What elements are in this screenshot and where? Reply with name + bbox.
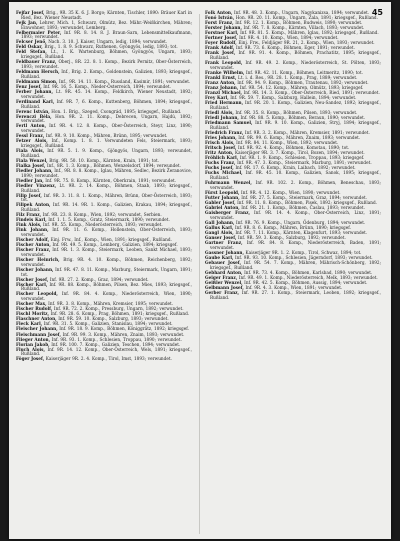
entry-details: Inf. 9R. 7. 11. Komp., Kärnten, Klagenfurt, 1893; verwundet. <box>235 229 368 235</box>
entry-name: Fröhlich Karl, <box>205 155 239 161</box>
entry-details: Inf. 9R. 99. 6. Komp., Mähren, Znaim, 1893; verwundet. <box>238 134 361 140</box>
entry-details: Lt., 1. K. Wartenburg, Böhmen, Gyöngyös, Ungarn, 1893; kriegsgef., Rußland. <box>21 49 192 60</box>
entry-name: Feld Oskar, <box>16 44 43 50</box>
entry-details: Inf. 9R. 14. 3. Komp., Ober-Österreich, Ried, 1891; verwundet. <box>243 90 380 96</box>
entry-name: Fertl Anton, <box>16 123 47 129</box>
right-column <box>205 11 381 301</box>
entry-details: Inf. 9R. 23. 8. Komp., Wien, 1892; verwundet, Serbien. <box>42 212 162 218</box>
entry-name: Fischl Moritz, <box>16 311 50 317</box>
entry-name: Frank Leopold, <box>205 60 243 66</box>
entry-details: Lehrer, Mich. 1, Schwarz, Olmütz, Bez. Mähr.-Weißkirchen, Mähren; Einwohner, 1893; verwundet, Lemberg. <box>21 19 193 30</box>
entry-details: Inf. 9R. 9. 10. Komp., Mähren, Brünn, 1895; verwundet. <box>45 133 168 139</box>
entry-details: Hon. 9R. 2. 11. Komp., Debrecen, Ungarn, Hajdú, 1892; verwundet. <box>21 113 192 124</box>
entry-name: Feldmann Simon, <box>16 78 58 84</box>
entry-name: Fink Alois, <box>16 222 42 228</box>
entry-details: Brig. 9R. 4. 10. Komp., Böhmen, Reichenberg, 1892; verwundet. <box>21 257 192 267</box>
entry-name: Filip Josef, <box>16 192 42 198</box>
entry-details: Inf. 9R. 11. 8. Komp., Böhmen, Pisek, 1892; kriegsgef., Rußland. <box>237 200 378 205</box>
entry-name: Feldbauer Franz, <box>16 59 57 65</box>
entry-name: Fiedler Johann, <box>16 167 53 173</box>
entry-details: Inf. 9R. 49. 5. Komp., Lemberg, Galizien, 1894; kriegsgef. <box>52 242 178 248</box>
entry-name: Fiedler Vinzenz, <box>16 182 57 188</box>
entry-name: Flieger Anton, <box>16 336 51 342</box>
entry-name: Frankl Ernst, <box>205 75 237 81</box>
entry-details: Inf. 9R. 27. 5. Komp., Steiermark, Graz, 1894; verwundet. <box>241 194 368 200</box>
entry-details: Inf. 9R. 45. 10. Komp., Galizien, Sanok, 1895; kriegsgef., Rußland. <box>210 170 381 181</box>
entry-details: Inf. 9R. 16, 5. Komp., Nieder-Österreich, 1894; verwundet. <box>43 83 171 89</box>
entry-details: Inf. 9R. 49. 2. Komp., Niederösterreich, St. Pölten, 1893; verwundet. <box>210 60 381 70</box>
column-divider <box>199 14 200 534</box>
entry-name: Friedmann Samuel, <box>205 120 253 126</box>
entry-details: Inf. 9R. 100. 7. Komp., Galizien, Teschen, 1894; verwundet. <box>51 341 181 347</box>
entry-details: Inf., 9R. 8. 8. Komp., Iglau, Mähren, Sedlec, Bezirk Žeranovice, 1890; verwundet. <box>21 167 192 178</box>
entry-name: Geiger Franz, <box>205 274 238 280</box>
entry-name: Gartner Franz, <box>205 240 243 246</box>
entry-details: Inf. 9R. 7. 8. Komp., Kärnten, Villach, 1893; verwundet. <box>243 25 365 31</box>
entry-details: Inf. 1. 1. 5. Komp., Gratz, Steiermark, 1890; verwundet. <box>48 217 170 223</box>
entry-details: Inf. 9R. 11. 6. Komp., Hollenstein, Ober-Österreich, 1893; verwundet. <box>21 227 192 238</box>
entry-details: Inf. 9R. 48. 3. Komp., Ungarn, Nagykanizsa, 1894; verwundet. <box>234 10 370 15</box>
entry-name: Gaube Karl, <box>205 254 234 260</box>
entry-details: Inf., 9R. 14. 11. Komp., Russland, Kasimir, 1891; verwundet. <box>59 78 191 84</box>
entry-details: Kaiserjäger 9R. 3. 7. Komp., Tirol, Bozen, 1894; verwundet. <box>235 150 365 156</box>
entry-details: Inf. 9R. 54. 12. Komp., Mähren, Olmütz, 1893; kriegsgef. <box>239 85 364 91</box>
entry-name: Gabriel Anton, <box>205 205 240 211</box>
left-column <box>16 11 192 363</box>
entry-name: Filz Franz, <box>16 212 42 218</box>
entry-name: Felcser Jenő, <box>16 39 47 45</box>
entry-details: Inf. 9R. 28. 6. Komp., Prag, Böhmen, 1891; kriegsgef., Rußland. <box>50 311 190 317</box>
entry-details: Inf. 9R. 91. 4. Komp., Böhmen, Prachatitz, 1895; kriegsgef., Rußland. <box>210 50 381 61</box>
entry-details: Inf. 9R. 35. 8. Komp., Böhmen, Pilsen, 1893; verwundet. <box>235 110 358 116</box>
entry-name: Ferber Johann, <box>16 88 53 94</box>
register-entry <box>205 291 381 301</box>
entry-name: Fink Johann, <box>16 227 49 233</box>
entry-name: Geißler Wenzel, <box>205 279 243 285</box>
entry-name: Feld Stefan, <box>16 49 47 55</box>
entry-name: Gangl Alois, <box>205 229 234 235</box>
entry-name: Ferenczi Béla, <box>16 113 52 119</box>
entry-name: Fessl Franz, <box>16 133 45 139</box>
entry-name: Ganser Josef, <box>205 235 237 241</box>
entry-name: Fialka Josef, <box>16 162 46 168</box>
entry-details: Inf. 9R. 94. 9. Komp., Böhmen, Trautenau, 1892; verwundet. <box>237 80 369 86</box>
entry-details: Brig. 9R. 50. 10. Komp., Kärnten, Krain, 1891; tot. <box>49 157 160 163</box>
entry-details: Kaiserjäger 9R. 2. 4. Komp., Tirol, Imst, 1893; verwundet. <box>45 356 172 362</box>
entry-details: Inf. 9R. 27. 2. Komp., Graz, 1894; verwundet. <box>49 276 149 282</box>
entry-name: Fischer Adolf, <box>16 237 50 243</box>
entry-name: Futter Johann, <box>205 194 240 200</box>
entry-name: Frey Karl, <box>205 95 229 101</box>
register-entry <box>16 357 192 362</box>
entry-details: Inf. 9R. 14. 9R. 1. Komp., Galizien, Krakau, 1894; kriegsgef., Rußland. <box>21 202 193 213</box>
entry-name: Forstner Karl, <box>205 30 239 36</box>
entry-details: Inf., Komp. 1. 8. 1. Verwundeten Fels, Steiermark, 1893; kriegsgef., Rußland. <box>21 138 192 148</box>
entry-details: Inf. 9R. 84. 11. Komp., Wien, 1892; verwundet. <box>236 140 339 146</box>
entry-details: Inf. 9R. 59. 10. Komp., Salzburg, 1893; verwundet. <box>58 316 169 322</box>
entry-details: Inf. 9R. 42. 11. Komp., Böhmen, Leitmeritz, 1890; tot. <box>245 69 364 75</box>
entry-details: Inf. 9R. 81. 5. Komp., Mähren, Iglau, 1892; kriegsgef., Rußland. <box>240 30 379 36</box>
entry-name: Frisch Alois, <box>205 140 235 146</box>
entry-details: Inf. 9R. 4. 3. Komp., Wien, 1891; verwundet. <box>245 284 343 290</box>
entry-details: Inf. 9R. 88. 5. Komp., Böhmen, Beraun, 1890; verwundet. <box>240 115 366 121</box>
entry-details: Inf. 9R. 18. 9. Komp., Böhmen, Königgrätz, 1892; kriegsgef. <box>59 326 190 332</box>
entry-name: Friedl Alois, <box>205 110 234 116</box>
entry-name: Föger Josef, <box>16 356 45 362</box>
entry-details: Inf. 9R. 12. 1. Komp., Böhmen, Budweis, 1890; verwundet. <box>235 20 363 26</box>
entry-details: Inf. 9R. 5. 1. 9. Komp., Gjöngyös, Ungarn, 1893; verwundet, Rußland. <box>21 148 192 158</box>
entry-details: Inf. 9R. 17. 6. Komp., Krain, Laibach, 1892; verwundet. <box>235 165 356 171</box>
entry-name: Fischer Josef, <box>16 276 49 282</box>
entry-name: Gebhard Anton, <box>205 269 243 275</box>
entry-details: Inf. 9R. 75. 8. Komp., Kärnten, Oberkrain, 1891; verwundet. <box>45 177 177 183</box>
entry-details: Inf. 9R. 73. 4. Komp., Böhmen, Karlsbad, 1890; verwundet. <box>244 269 373 275</box>
entry-name: Fiala Alois, <box>16 148 45 154</box>
entry-name: Franz Anton, <box>205 80 236 86</box>
entry-details: Inf. 9R. 31. 5. Komp., Galizien, Stanislau, 1894; verwundet. <box>43 321 173 327</box>
document-page <box>9 2 391 539</box>
entry-name: Fuchs Michael, <box>205 170 243 176</box>
entry-name: Fischer Johann, <box>16 266 54 272</box>
entry-name: Fritz Anton, <box>205 150 234 156</box>
entry-details: Inf. 9R. 3. 11. 8. 1. Komp., Mähren, Brünn, Ober-Österreich, 1893; tot. <box>21 192 192 203</box>
entry-name: Florian Jakob, <box>16 341 50 347</box>
entry-details: Inf. 9R. 4. 10. Komp., Wien, 1894; verwundet. <box>239 35 339 41</box>
entry-details: Inf. 9R. 42. 5. Komp., Böhmen, Aussig, 1894; verwundet. <box>244 279 368 285</box>
entry-details: Inf. 9R. 55. Komp., Niederösterreich, 1893; verwundet. <box>43 222 163 228</box>
entry-details: Inf., Brig. 2. Komp., Goldenstein, Galizien, 1893; kriegsgef., Rußland. <box>21 69 192 79</box>
entry-name: Fonó István, <box>205 15 235 21</box>
page-number: 45 <box>371 8 383 17</box>
entry-details: Inf. 9R. 59. 3. Komp., Salzburg, 1892; verwundet. <box>238 235 346 241</box>
entry-name: Franz Johann, <box>205 85 239 91</box>
entry-details: Inf. 9R. 14. 12. Komp., Ober-Österreich, Wels, 1891; kriegsgef., Rußland. <box>21 346 192 357</box>
entry-name: Franzl Michael, <box>205 90 243 96</box>
entry-name: Gabler Josef, <box>205 200 236 205</box>
entry-name: Fejk Jan, <box>16 19 38 25</box>
entry-name: Fürst Leopold, <box>205 189 240 195</box>
entry-details: Inf. 9R. 73. 6. Komp., Böhmen, Eger, 1891; verwundet. <box>235 45 355 51</box>
entry-name: Fuchs Josef, <box>205 165 234 171</box>
entry-name: Fleischmann Josef, <box>16 331 61 337</box>
entry-name: Findeis Karl, <box>16 217 47 223</box>
entry-name: Fischer Max, <box>16 301 47 307</box>
entry-details: Inf. 9R. 7, 6. Komp., Kuttenberg, Böhmen, 1894; kriegsgef., Rußland. <box>21 98 192 109</box>
entry-name: Folk Anton, <box>205 10 233 15</box>
entry-name: Frank Adolf, <box>205 45 235 51</box>
entry-details: Inf. 9R. 92. 4. Komp., Böhmen, Komotau, 1890; tot. <box>238 145 350 151</box>
entry-details: Inf. 9R. 84. 8. Komp., Niederösterreich, Baden, 1891; verwundet. <box>210 240 381 250</box>
entry-details: Hon. 1. Brig., Szeged, Csongrád, 1895; kriegsgef., Rußland. <box>51 108 182 114</box>
entry-name: Fortner Josef, <box>205 35 238 41</box>
entry-name: Gall Johann, <box>205 219 235 225</box>
entry-details: Inf. 9R. 84. 4. Komp., Niederösterreich, Wien, 1890; verwundet. <box>21 291 192 302</box>
entry-details: Inf. 9R. 8. 6. Komp., Mähren, Brünn, 1890; kriegsgef. <box>234 224 351 230</box>
entry-details: Inf. 9R. 27. 1. Komp., Steiermark, Leoben, 1892; kriegsgef., Rußland. <box>210 289 381 300</box>
entry-details: Inf. 9R. 3. 8. Komp., Mähren, Kremsier, 1895; verwundet. <box>48 301 174 307</box>
entry-name: Fries Johann, <box>205 134 237 140</box>
entry-name: Ferenc István, <box>16 108 50 114</box>
entry-details: Inf. 9R. 4. 12. 8. Komp., Ober-Österreich, Steyr, Linz, 1890; verwundet. <box>21 123 192 134</box>
entry-details: Inf. 9R. 59. 7. Komp., Salzburg, Hallein, 1894; verwundet. <box>230 95 357 101</box>
entry-details: Inf. 9R. 20. 1. Komp., Galizien, Neu-Sandez, 1892; kriegsgef., Rußland. <box>210 100 381 110</box>
entry-name: Forster Johann, <box>205 25 242 31</box>
entry-name: Gassner Johann, <box>205 249 244 255</box>
entry-name: Filipek Anton, <box>16 202 51 208</box>
entry-name: Gallus Karl, <box>205 224 234 230</box>
entry-name: Fenz Josef, <box>16 83 42 89</box>
entry-details: Lt. 9R. 2. 14. Komp., Böhmen, Staab, 1893; kriegsgef., Rußland. <box>21 182 192 193</box>
entry-details: Inf. 9R. 14. 4. Komp., Ober-Österreich, Linz, 1891; verwundet. <box>210 210 381 220</box>
entry-name: Fuhrmann Wenzel, <box>205 180 252 186</box>
entry-name: Gerber Franz, <box>205 289 240 295</box>
entry-name: Flaschner Anton, <box>16 316 57 322</box>
entry-name: Foyer Rudolf, <box>205 40 237 46</box>
entry-details: Lt. i. d. Res., 9R. 28. 1. Komp., Prag, 1889; verwundet. <box>238 75 358 81</box>
entry-details: Einj. Frw., Feldjäger 9R. 21, 2. Komp., Wien, 1893; verwundet. <box>238 40 375 46</box>
entry-details: Inf. 9R. 3. 2. Komp., Mähren, Kremsier, 1891; verwundet. <box>244 129 370 135</box>
entry-details: Inf. 9R. 54. 7. Komp., Mähren, Mährisch-Schönberg, 1892; kriegsgef., Rußland. <box>210 259 381 270</box>
entry-details: Inf. 9R. 4. 12. Komp., Wien, 1890; verwundet. <box>241 189 341 195</box>
entry-name: Fischer Heinrich, <box>16 257 60 262</box>
entry-name: Gebauer Josef, <box>205 259 242 265</box>
entry-name: Franke Wilhelm, <box>205 69 245 75</box>
entry-details: Inf. 9R. 72. 2. Komp., Pressburg, Ungarn, 1892; verwundet. <box>53 306 184 312</box>
entry-name: Friedrich Franz, <box>205 129 244 135</box>
entry-name: Fischer Leopold, <box>16 291 58 297</box>
entry-name: Fischer Karl, <box>16 281 48 287</box>
entry-name: Ferdinand Karl, <box>16 98 55 104</box>
entry-name: Fleischer Johann, <box>16 326 58 332</box>
entry-details: Nach. 3. 10. J. Kaiser, Ungarn, ledig, 1894; verwundet. <box>48 39 168 45</box>
entry-name: Fischer Anton, <box>16 242 51 248</box>
entry-name: Fuchs Franz, <box>205 160 236 166</box>
entry-details: Inf. 9R. 47. 8. 11. Komp., Marburg, Steiermark, Ungarn, 1891; tot. <box>21 266 192 277</box>
entry-details: Inf. 9R. 88. Komp., Böhmen, Pilsen, Bez. Mies, 1893; kriegsgef., Rußland. <box>21 281 192 292</box>
entry-name: Forst Franz, <box>205 20 234 26</box>
entry-details: Inf. 9R. 47. 3. Komp., Steiermark, Marburg, 1891; verwundet. <box>237 160 372 166</box>
entry-details: Inf. 9R. 1. 9. Komp., Schlesien, Troppau, 1893; kriegsgef. <box>239 155 365 161</box>
entry-name: Fleck Karl, <box>16 321 43 327</box>
entry-name: Friedl Johann, <box>205 115 239 121</box>
entry-name: Frank Josef, <box>205 50 236 56</box>
entry-name: Gaisberger Franz, <box>205 210 250 216</box>
entry-name: Feldmann Hersch, <box>16 69 60 75</box>
entry-name: Fried Hermann, <box>205 100 244 106</box>
entry-details: Inf. 9R. 93. 10. Komp., Schlesien, Jägerndorf, 1893; verwundet. <box>234 254 373 260</box>
entry-details: Inf. 9R. 21. 1. Komp., Böhmen, Časlau, 1893; verwundet. <box>241 205 365 211</box>
entry-details: Inf. 9R. 49. 1. Komp., Niederösterreich, Melk, 1893; verwundet. <box>238 274 378 280</box>
entry-details: Lt. 9R. 45. 14. Komp., Feldkirch, Wiener Neustadt, 1892; verwundet. <box>21 88 192 99</box>
entry-details: Inf. 9R. 76. 9. Komp., Ungarn, Ödenburg, 1894; verwundet. <box>236 219 366 225</box>
entry-name: Fischer Franz, <box>16 247 51 253</box>
entry-name: Fiala Wenzel, <box>16 157 48 163</box>
entry-details: Hon. 9R. 20. 11. Komp., Ungarn, Zala, 1891; kriegsgef., Rußland. <box>235 15 378 21</box>
entry-details: Inf. 9R. 1. 3. Komp., Steiermark, Leoben, Sankt Michael, 1893; verwundet. <box>21 247 192 257</box>
entry-name: Fluch Alois, <box>16 346 46 352</box>
entry-name: Fetzer Alois, <box>16 138 48 144</box>
entry-name: Fritsch Josef, <box>205 145 237 151</box>
entry-details: Brig., 1. 8. 9. Schwarz, Ruthenen, Gyöngyös, ledig, 1893; tot. <box>44 44 178 50</box>
entry-name: Fiedler Jan, <box>16 177 44 183</box>
entry-name: Gelbmann Josef, <box>205 284 244 290</box>
entry-details: Inf. 9R. 9. 10. Komp., Galizien, Stryj, 1894; kriegsgef., Rußland. <box>210 120 381 130</box>
entry-details: Inf., 8R. 1. 3. Komp., Böhmen, Wenzelsdorf, 1894; verwundet. <box>46 162 181 168</box>
entry-details: Inf. 9R. 99. 3. Komp., Mähren, Znaim, 1893; verwundet. <box>62 331 185 337</box>
entry-details: Inf. 9R. 93. 1. Komp., Schlesien, Troppau, 1890; verwundet. <box>51 336 182 342</box>
entry-details: Inf. 9R. 102. 2. Komp., Böhmen, Beneschau, 1893; verwundet. <box>210 180 381 190</box>
entry-details: Inf. 9R. 8. 14. 8. J. Braun-Sarn, Lebensmittelkaufmann, 1893; verwundet. <box>21 29 192 40</box>
entry-details: Oberj., 8R. 22. 8. 1. Komp., Bezirk Pernitz, Ober-Österreich, 1893; verwundet. <box>21 59 192 70</box>
entry-details: Brig., 9R. 35 K. 6. J. Borgo; Kärnten, Tischler, 1890: Bräuer Karl in Ried, Bez. Wiener Neustadt. <box>21 10 192 20</box>
entry-details: Einj. Frw., Inf., Komp., Wien, 1891; kriegsgef., Rußland. <box>50 237 172 243</box>
entry-details: Kaiserjäger 9R. 1. 2. Komp., Tirol, Schwaz, 1894; tot. <box>245 249 362 255</box>
entry-name: Fejfar Josef, <box>16 10 45 15</box>
entry-name: Fischer Rudolf, <box>16 306 53 312</box>
entry-name: Felbermaier Peter, <box>16 29 62 35</box>
